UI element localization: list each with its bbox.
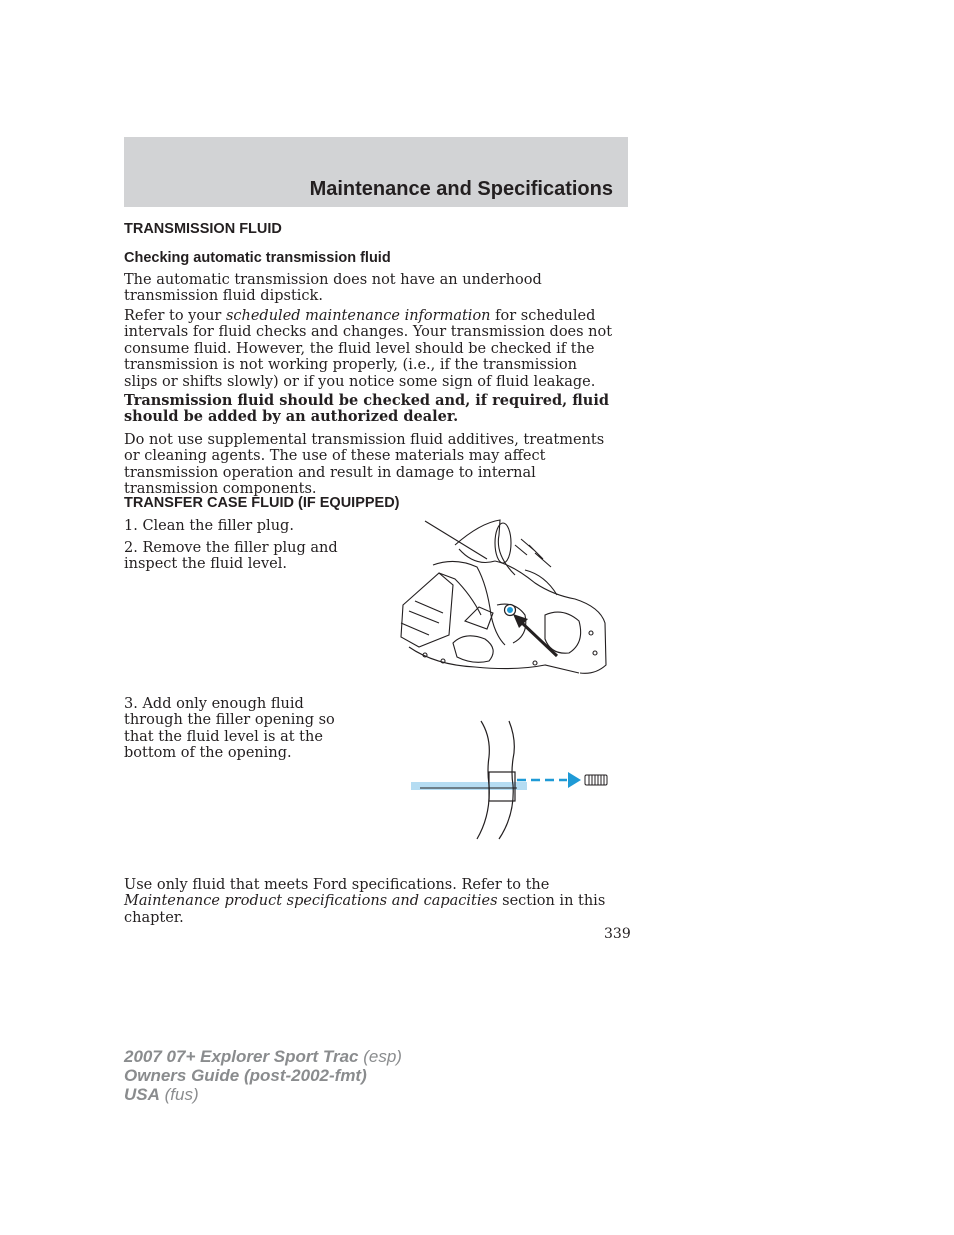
italic-reference: scheduled maintenance information: [225, 308, 491, 324]
text-run: Use only fluid that meets Ford specifications. Refer to the: [124, 877, 550, 893]
paragraph-no-dipstick: The automatic transmission does not have an underhood transmission fluid dipstick.: [124, 272, 542, 305]
footer-market: USA: [124, 1085, 160, 1104]
footer-line-3: [124, 1085, 402, 1104]
page-title: Maintenance and Specifications: [309, 178, 613, 200]
step-2: 2. Remove the filler plug and inspect the fluid level.: [124, 540, 338, 573]
paragraph-ford-specifications: [124, 877, 624, 926]
footer-guide: Owners Guide (post-2002-fmt): [124, 1066, 367, 1085]
header-band: [124, 137, 628, 207]
transfer-case-illustration: [395, 515, 615, 685]
footer-model: 2007 07+ Explorer Sport Trac: [124, 1047, 359, 1066]
subheading-checking-fluid: Checking automatic transmission fluid: [124, 250, 391, 266]
fill-level-illustration: [405, 715, 620, 845]
footer-model-code: (esp): [358, 1047, 402, 1066]
footer-line-1: [124, 1047, 402, 1066]
step-3: 3. Add only enough fluid through the filler opening so that the fluid level is at the bottom of the opening.: [124, 696, 335, 762]
paragraph-no-additives: Do not use supplemental transmission fluid additives, treatments or cleaning agents. The use of these materials may affect transmission operation and result in damage to internal transmission components.: [124, 432, 605, 498]
paragraph-refer-schedule: [124, 308, 614, 390]
footer-line-2: [124, 1066, 402, 1085]
document-footer: [124, 1047, 402, 1104]
step-1: 1. Clean the filler plug.: [124, 518, 294, 534]
text-run: section in this chapter.: [124, 893, 606, 926]
footer-market-code: (fus): [159, 1085, 199, 1104]
warning-text: Transmission fluid should be checked and, if required, fluid should be added by an authorized dealer.: [124, 392, 609, 426]
warning-paragraph: [124, 393, 614, 426]
page-number: 339: [604, 926, 631, 942]
text-run: Refer to your: [124, 308, 226, 324]
italic-reference: Maintenance product specifications and capacities: [124, 893, 498, 910]
section-heading-transfer-case: TRANSFER CASE FLUID (IF EQUIPPED): [124, 495, 400, 511]
section-heading-transmission-fluid: TRANSMISSION FLUID: [124, 221, 282, 237]
text-run: for scheduled intervals for fluid checks and changes. Your transmission does not consume fluid. However, the fluid level should be checked if the transmission is not working properly, (i.e., if the transmission slips or shifts slowly) or if you notice some sign of fluid leakage.: [124, 308, 613, 390]
